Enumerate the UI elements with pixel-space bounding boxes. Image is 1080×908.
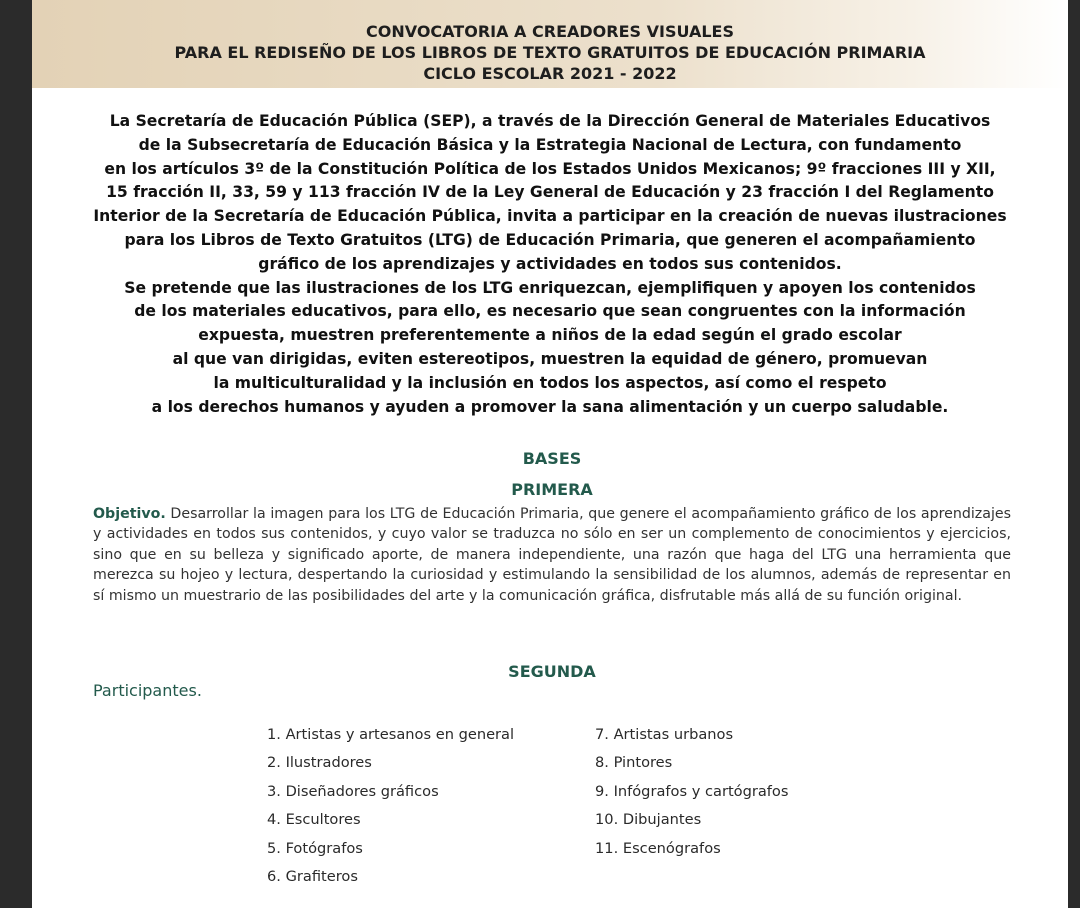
list-item: 9. Infógrafos y cartógrafos [595,783,789,800]
intro-line: para los Libros de Texto Gratuitos (LTG) de Educación Primaria, que generen el acompañamiento [124,230,976,249]
bases-heading: BASES [522,449,582,468]
intro-line: de la Subsecretaría de Educación Básica y la Estrategia Nacional de Lectura, con fundamento [138,135,962,154]
list-item: 11. Escenógrafos [595,840,721,857]
intro-line: Interior de la Secretaría de Educación Pública, invita a participar en la creación de nuevas ilustraciones [93,207,1007,226]
list-item: 2. Ilustradores [267,754,372,771]
intro-line: expuesta, muestren preferentemente a niños de la edad según el grado escolar [198,326,902,345]
intro-line: al que van dirigidas, eviten estereotipos, muestren la equidad de género, promuevan [172,349,928,368]
participantes-label: Participantes. [93,681,202,700]
title-banner [32,0,1068,88]
primera-heading: PRIMERA [511,480,593,499]
banner-title-line-3: CICLO ESCOLAR 2021 - 2022 [423,64,677,83]
list-item: 10. Dibujantes [595,811,702,828]
list-item: 4. Escultores [267,811,361,828]
intro-paragraph [82,110,1018,419]
intro-line: la multiculturalidad y la inclusión en todos los aspectos, así como el respeto [213,373,887,392]
banner-title-line-2: PARA EL REDISEÑO DE LOS LIBROS DE TEXTO GRATUITOS DE EDUCACIÓN PRIMARIA [174,43,926,62]
segunda-heading: SEGUNDA [508,662,596,681]
list-item: 5. Fotógrafos [267,840,363,857]
list-item: 8. Pintores [595,754,673,771]
intro-line: gráfico de los aprendizajes y actividades en todos sus contenidos. [258,254,842,273]
intro-line: de los materiales educativos, para ello, es necesario que sean congruentes con la información [134,302,966,321]
list-item: 6. Grafiteros [267,868,358,885]
objetivo-text: Desarrollar la imagen para los LTG de Educación Primaria, que genere el acompañamiento gráfico de los aprendizajes y actividades en todos sus contenidos, y cuyo valor se traduzca no sólo en ser un complemento de conocimientos y ejercicios, sino que en su belleza y significado aporte, de manera independiente, una razón que haga del LTG una herramienta que merezca su hojeo y lectura, despertando la curiosidad y estimulando la sensibilidad de los alumnos, además de representar en sí mismo un muestrario de las posibilidades del arte y la comunicación gráfica, disfrutable más allá de su función original. [93,506,1012,604]
list-item: 7. Artistas urbanos [595,726,734,743]
list-item: 3. Diseñadores gráficos [267,783,439,800]
list-item: 1. Artistas y artesanos en general [267,726,515,743]
intro-line: en los artículos 3º de la Constitución Política de los Estados Unidos Mexicanos; 9º fracciones III y XII, [104,159,996,178]
objetivo-paragraph [93,504,1011,606]
objetivo-label: Objetivo. [93,506,166,522]
document-page [32,0,1068,908]
banner-title-line-1: CONVOCATORIA A CREADORES VISUALES [365,22,734,41]
intro-line: a los derechos humanos y ayuden a promover la sana alimentación y un cuerpo saludable. [151,397,949,416]
intro-line: La Secretaría de Educación Pública (SEP), a través de la Dirección General de Materiales Educativos [109,112,991,130]
intro-line: 15 fracción II, 33, 59 y 113 fracción IV de la Ley General de Educación y 23 fracción I del Reglamento [106,183,994,202]
intro-line: Se pretende que las ilustraciones de los LTG enriquezcan, ejemplifiquen y apoyen los contenidos [124,278,976,297]
